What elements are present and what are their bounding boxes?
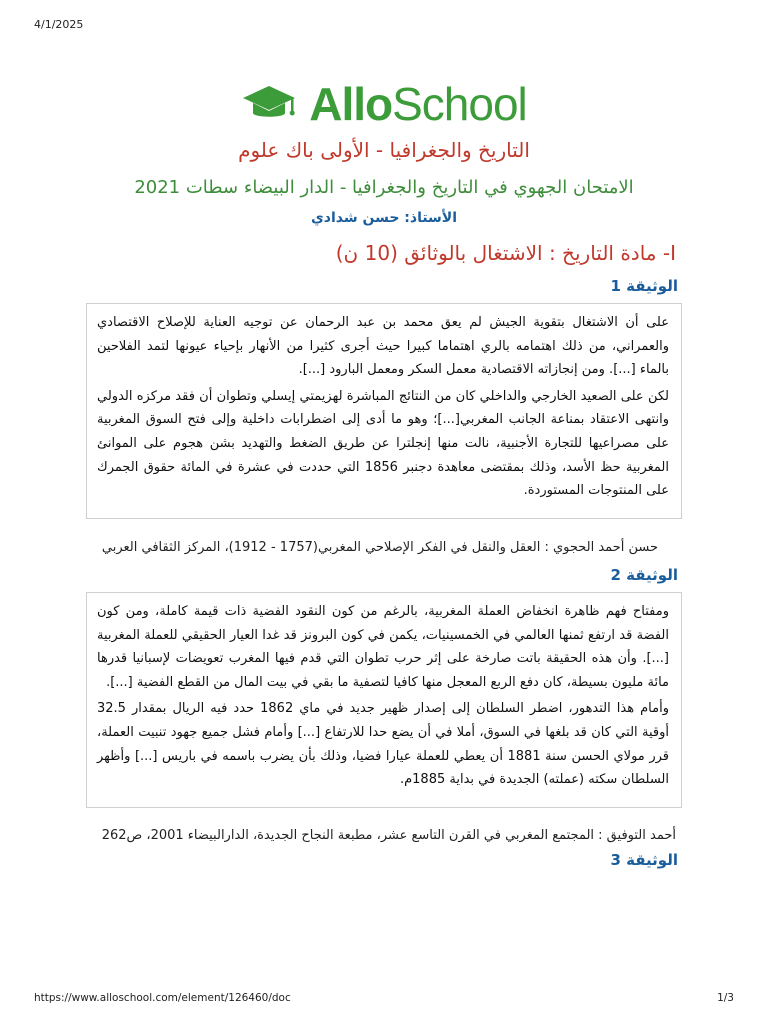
teacher-name: الأستاذ: حسن شدادي — [310, 210, 458, 226]
alloschool-logo[interactable] — [0, 78, 768, 130]
logo-brand-bold: Allo — [309, 78, 393, 130]
course-subtitle: التاريخ والجغرافيا - الأولى باك علوم — [238, 138, 530, 162]
logo-brand-regular: School — [392, 78, 527, 130]
section-title: I- مادة التاريخ : الاشتغال بالوثائق (10 ن) — [335, 241, 676, 265]
logo-wordmark — [309, 77, 527, 131]
graduation-cap-icon — [241, 84, 297, 124]
document-1-source: حسن أحمد الحجوي : العقل والنقل في الفكر الإصلاحي المغربي(1757 - 1912)، المركز الثقافي العربي — [101, 540, 658, 555]
document-1-box — [86, 303, 682, 519]
exam-title: الامتحان الجهوي في التاريخ والجغرافيا - الدار البيضاء سطات 2021 — [134, 177, 634, 198]
document-2-box — [86, 592, 682, 808]
document-2-paragraph-2: وأمام هذا التدهور، اضطر السلطان إلى إصدار ظهير جديد في ماي 1862 حدد فيه الريال بمقدار 32.5 أوقية التي كان قد بلغها في السوق، أملا في أن يضع حدا للارتفاع [...] وأمام فشل جميع جهود تنبيت العملة، قرر مولاي الحسن سنة 1881 أن يعطي للعملة عيارا فضيا، وذلك بأن يضرب باسمه في باريس [...] وأظهر السلطان سكته (عملته) الجديدة في بداية 1885م. — [97, 701, 669, 788]
document-2-paragraph-1: ومفتاح فهم ظاهرة انخفاض العملة المغربية، بالرغم من كون النقود الفضية ذات قيمة كاملة، ومن كون الفضة قد ارتفع ثمنها العالمي في الخمسينيات، يكمن في كون البرونز قد غدا العيار الحقيقي للعملة المغربية [...]. وأن هذه الحقيقة باتت صارخة على إثر حرب تطوان التي قدم فيها المغرب تعويضات لإسبانيا قدرها مائة مليون بسيطة، كان دفع الربع المعجل منها كافيا لتصفية ما بقي في بيت المال من القطع الفضية [...]. — [97, 604, 669, 690]
document-2-label: الوثيقة 2 — [610, 566, 678, 584]
footer-page-number: 1/3 — [717, 992, 734, 1004]
footer-url[interactable]: https://www.alloschool.com/element/126460/doc — [34, 992, 291, 1004]
document-1-paragraph-1: على أن الاشتغال بتقوية الجيش لم يعق محمد بن عبد الرحمان عن توجيه العناية للإصلاح الاقتصادي والعمراني، من ذلك اهتمامه بالري اهتماما كبيرا حيث أجرى كثيرا من الأنهار بإحياء عيونها لتمد الفلاحين بالماء [...]. ومن إنجازاته الاقتصادية معمل السكر ومعمل البارود [...]. — [97, 315, 669, 378]
document-1-label: الوثيقة 1 — [610, 277, 678, 295]
document-2-source: أحمد التوفيق : المجتمع المغربي في القرن التاسع عشر، مطبعة النجاح الجديدة، الدارالبيضاء 2001، ص262 — [101, 828, 676, 843]
print-date: 4/1/2025 — [34, 18, 84, 31]
document-1-paragraph-2: لكن على الصعيد الخارجي والداخلي كان من النتائج المباشرة لهزيمتي إيسلي وتطوان أن فقد مركزه الدولي وانتهى الاعتقاد بمناعة الجانب المغربي[...]؛ وهو ما أدى إلى اضطرابات داخلية وإلى فتح السوق المغربية على مصراعيها للتجارة الأجنبية، نالت منها إنجلترا عن طريق الضغط والتهديد بشن هجوم على الموانئ المغربية حظ الأسد، وذلك بمقتضى معاهدة دجنبر 1856 التي حددت في عشرة في المائة حقوق الجمرك على المنتوجات المستوردة. — [97, 388, 669, 499]
document-3-label: الوثيقة 3 — [610, 851, 678, 869]
